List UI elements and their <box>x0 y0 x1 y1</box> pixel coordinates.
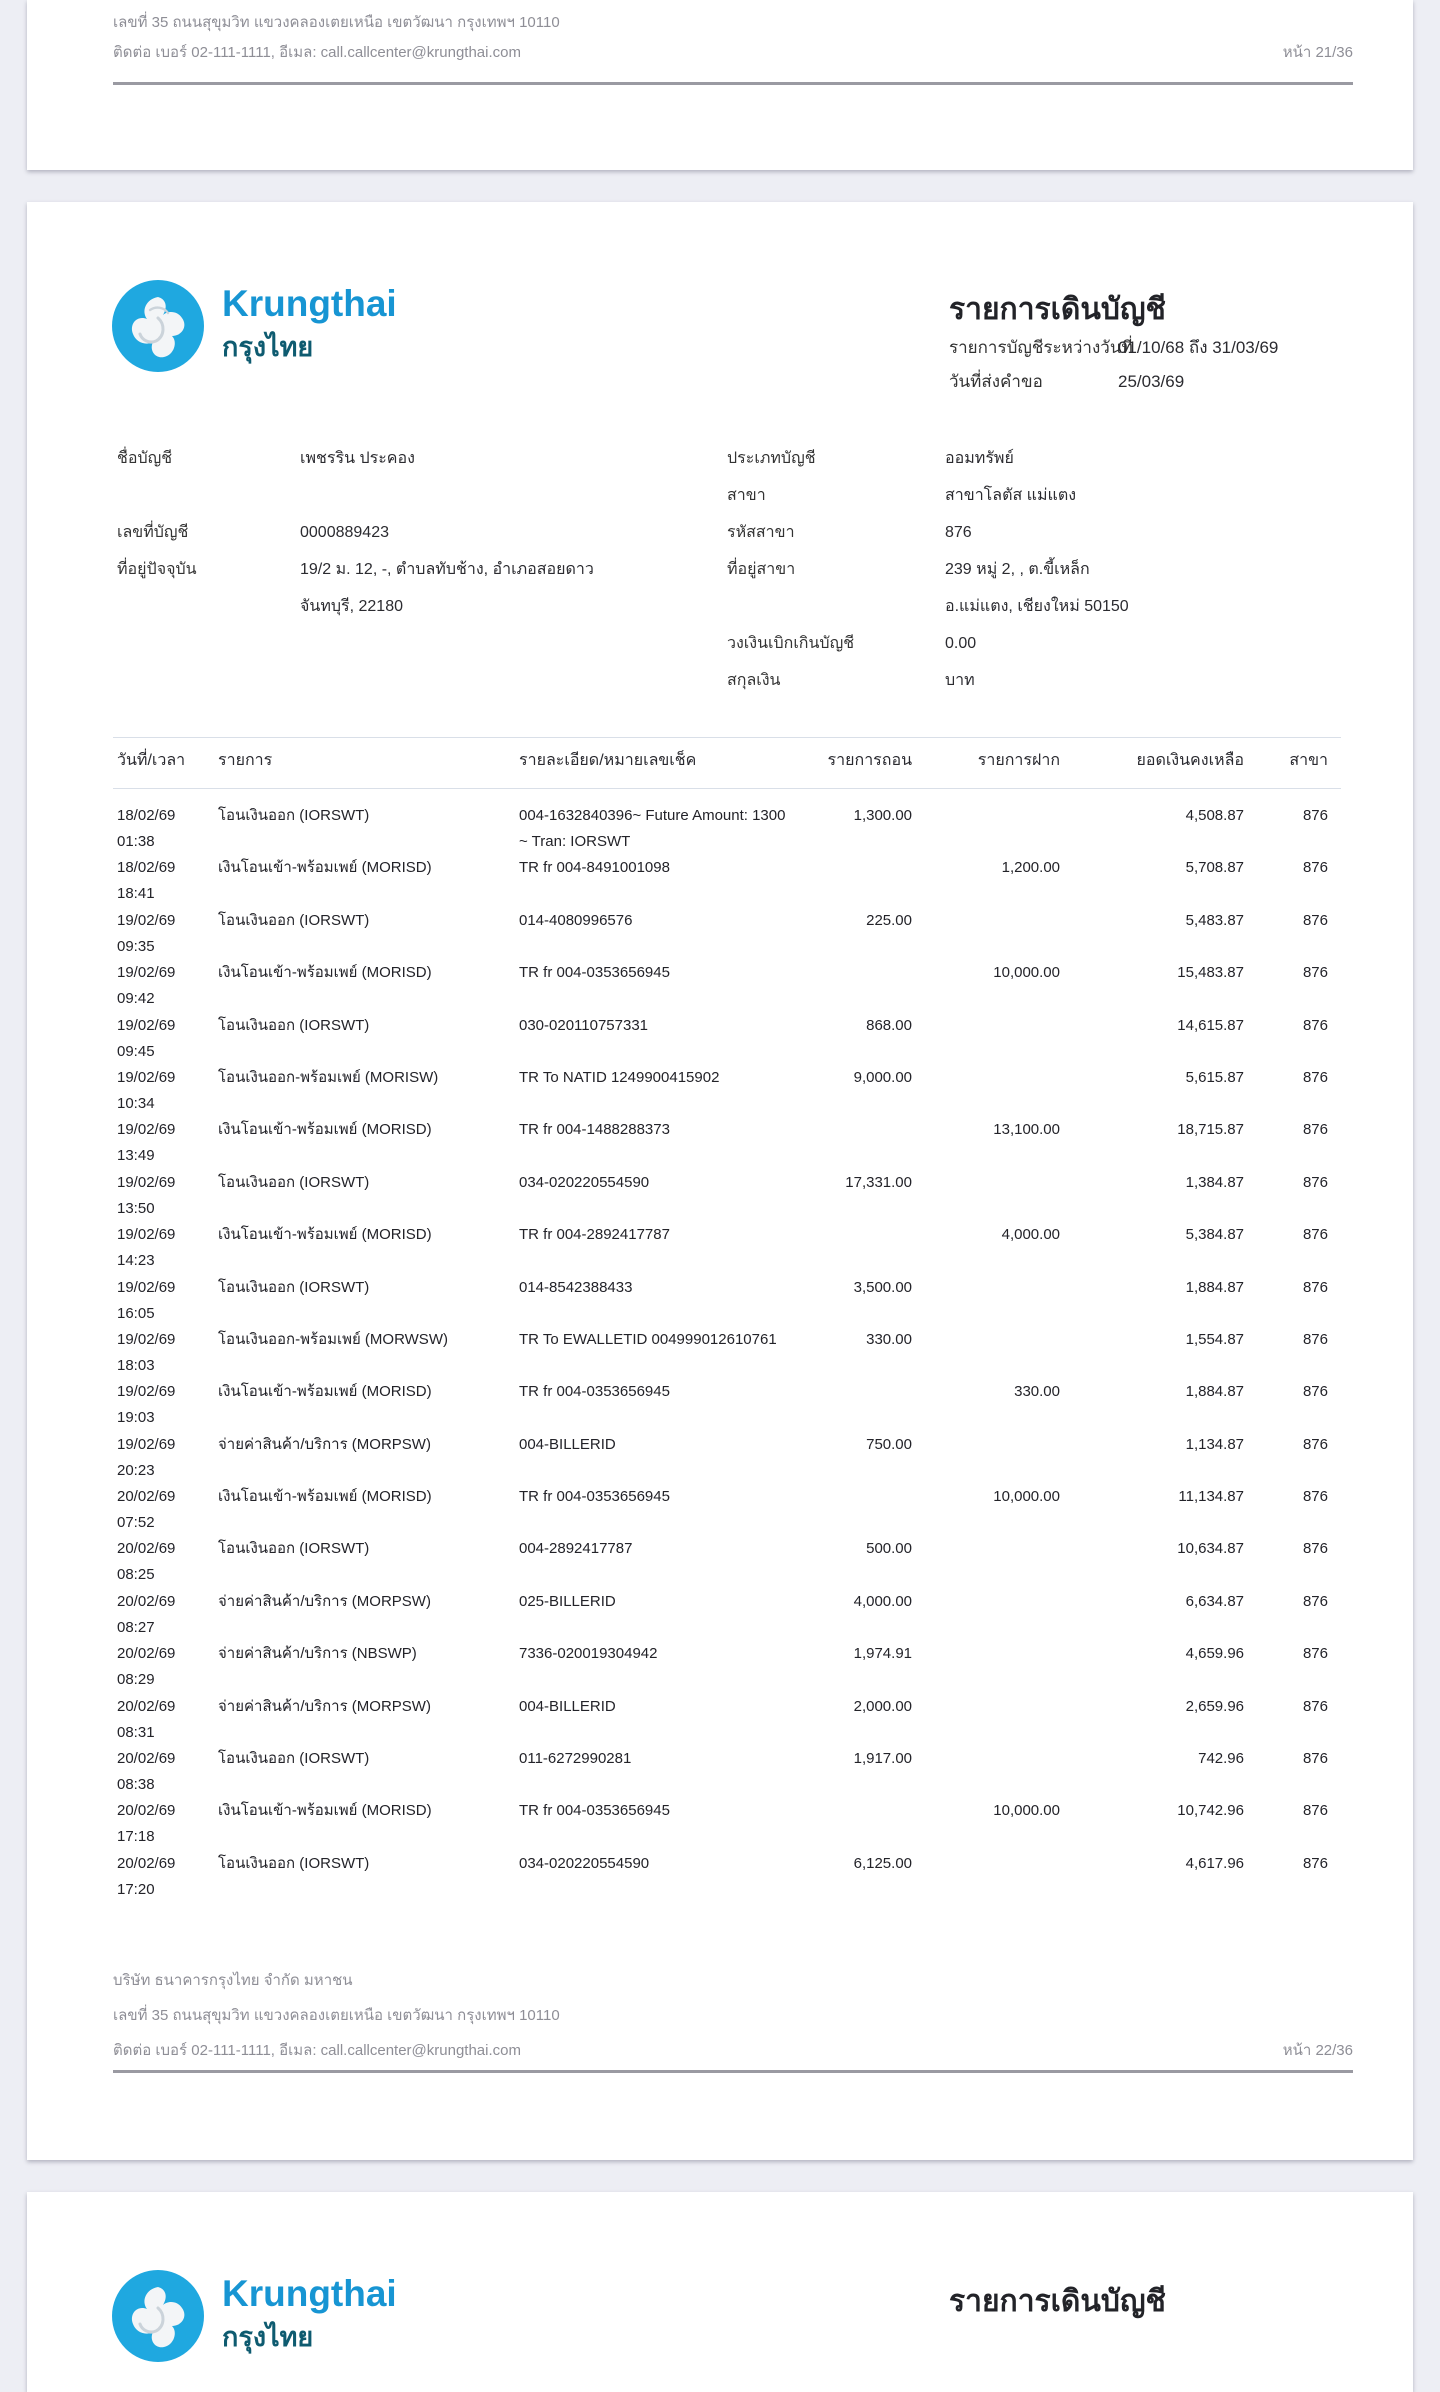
tx-datetime-cell <box>117 908 213 960</box>
tx-date: 20/02/69 <box>117 1697 176 1715</box>
account-field-row <box>727 588 1367 625</box>
tx-withdrawal: 4,000.00 <box>853 1592 912 1610</box>
tx-balance: 1,384.87 <box>1185 1173 1244 1191</box>
footer-divider <box>113 2070 1353 2073</box>
tx-branch: 876 <box>1302 1802 1328 1820</box>
account-field-value: บาท <box>945 672 975 689</box>
tx-date: 19/02/69 <box>117 1226 176 1244</box>
tx-balance: 15,483.87 <box>1177 964 1244 982</box>
tx-deposit: 10,000.00 <box>993 1802 1060 1820</box>
tx-datetime-cell <box>117 855 213 907</box>
transaction-row <box>27 1219 1413 1271</box>
tx-detail-line2: ~ Tran: IORSWT <box>519 833 631 850</box>
tx-detail-cell <box>519 855 864 881</box>
account-field-row <box>117 477 717 514</box>
account-field-value: จันทบุรี, 22180 <box>300 598 403 615</box>
tx-withdrawal: 9,000.00 <box>853 1068 912 1086</box>
tx-detail: 030-020110757331 <box>519 1016 649 1034</box>
tx-deposit: 10,000.00 <box>993 1488 1060 1506</box>
tx-time: 09:35 <box>117 937 155 955</box>
brand-name-en: Krungthai <box>222 2272 397 2314</box>
tx-deposit: 330.00 <box>1014 1383 1060 1401</box>
col-header-balance: ยอดเงินคงเหลือ <box>1136 752 1244 769</box>
brand-name-th: กรุงไทย <box>222 332 314 363</box>
tx-withdrawal: 3,500.00 <box>853 1278 912 1296</box>
tx-datetime-cell <box>117 1851 213 1903</box>
tx-detail: TR To EWALLETID 004999012610761 <box>519 1330 777 1348</box>
tx-date: 19/02/69 <box>117 1383 176 1401</box>
tx-type: โอนเงินออก (IORSWT) <box>218 807 370 824</box>
tx-date: 19/02/69 <box>117 1278 176 1296</box>
tx-type: จ่ายค่าสินค้า/บริการ (MORPSW) <box>218 1697 431 1715</box>
transaction-row <box>27 1691 1413 1743</box>
tx-type: จ่ายค่าสินค้า/บริการ (MORPSW) <box>218 1592 431 1610</box>
tx-time: 16:05 <box>117 1304 155 1322</box>
statement-page-23-header <box>27 2192 1413 2392</box>
statement-header <box>949 286 1369 391</box>
tx-branch: 876 <box>1302 1697 1328 1715</box>
transaction-row <box>27 1376 1413 1428</box>
transaction-row <box>27 1167 1413 1219</box>
tx-deposit: 1,200.00 <box>1001 859 1060 877</box>
krungthai-logo <box>112 280 397 372</box>
tx-detail: TR fr 004-2892417787 <box>519 1226 670 1244</box>
tx-branch: 876 <box>1302 1121 1328 1139</box>
tx-time: 07:52 <box>117 1514 155 1532</box>
tx-date: 20/02/69 <box>117 1592 176 1610</box>
tx-branch: 876 <box>1302 1488 1328 1506</box>
transaction-row <box>27 1272 1413 1324</box>
tx-branch: 876 <box>1302 1435 1328 1453</box>
tx-detail: 7336-020019304942 <box>519 1645 658 1663</box>
tx-detail: TR fr 004-0353656945 <box>519 1802 670 1820</box>
tx-datetime-cell <box>117 1222 213 1274</box>
account-field-label: ชื่อบัญชี <box>117 450 173 467</box>
tx-time: 01:38 <box>117 833 155 850</box>
footer-contact-line: ติดต่อ เบอร์ 02-111-1111, อีเมล: call.callcenter@krungthai.com <box>113 2042 521 2059</box>
tx-deposit: 4,000.00 <box>1001 1226 1060 1244</box>
tx-datetime-cell <box>117 1117 213 1169</box>
tx-time: 18:41 <box>117 885 155 903</box>
tx-branch: 876 <box>1302 1383 1328 1401</box>
tx-date: 19/02/69 <box>117 1173 176 1191</box>
tx-date: 20/02/69 <box>117 1802 176 1820</box>
tx-branch: 876 <box>1302 1854 1328 1872</box>
request-date-value: 25/03/69 <box>1118 372 1185 391</box>
col-header-type: รายการ <box>218 752 273 769</box>
tx-branch: 876 <box>1302 1016 1328 1034</box>
account-field-label: ที่อยู่ปัจจุบัน <box>117 561 197 578</box>
bank-address-line: เลขที่ 35 ถนนสุขุมวิท แขวงคลองเตยเหนือ เขตวัฒนา กรุงเทพฯ 10110 <box>113 14 560 31</box>
tx-time: 13:50 <box>117 1199 155 1217</box>
statement-title: รายการเดินบัญชี <box>949 2285 1166 2318</box>
account-field-label: สาขา <box>727 487 766 504</box>
tx-type: โอนเงินออก (IORSWT) <box>218 1854 370 1872</box>
tx-branch: 876 <box>1302 1330 1328 1348</box>
tx-branch: 876 <box>1302 1226 1328 1244</box>
transaction-row <box>27 1481 1413 1533</box>
footer-address-line: เลขที่ 35 ถนนสุขุมวิท แขวงคลองเตยเหนือ เขตวัฒนา กรุงเทพฯ 10110 <box>113 2007 560 2024</box>
transaction-row <box>27 852 1413 904</box>
footer-divider <box>113 82 1353 85</box>
tx-detail-cell <box>519 1798 864 1824</box>
tx-date: 19/02/69 <box>117 1330 176 1348</box>
account-field-value: 239 หมู่ 2, , ต.ขี้เหล็ก <box>945 561 1090 578</box>
tx-type: เงินโอนเข้า-พร้อมเพย์ (MORISD) <box>218 1121 432 1139</box>
bank-contact-line: ติดต่อ เบอร์ 02-111-1111, อีเมล: call.callcenter@krungthai.com <box>113 44 521 61</box>
account-field-value: 19/2 ม. 12, -, ตำบลทับช้าง, อำเภอสอยดาว <box>300 561 594 578</box>
tx-branch: 876 <box>1302 807 1328 824</box>
tx-datetime-cell <box>117 1013 213 1065</box>
tx-time: 09:45 <box>117 1042 155 1060</box>
transaction-row <box>27 800 1413 852</box>
account-field-label: ประเภทบัญชี <box>727 450 816 467</box>
request-date-row <box>949 368 1184 395</box>
tx-balance: 18,715.87 <box>1177 1121 1244 1139</box>
tx-balance: 5,384.87 <box>1185 1226 1244 1244</box>
tx-detail: TR fr 004-1488288373 <box>519 1121 670 1139</box>
tx-date: 19/02/69 <box>117 1068 176 1086</box>
tx-datetime-cell <box>117 1694 213 1746</box>
account-field-row <box>117 440 717 477</box>
tx-time: 08:31 <box>117 1723 155 1741</box>
tx-detail-cell <box>519 1222 864 1248</box>
account-field-label: ที่อยู่สาขา <box>727 561 796 578</box>
account-field-value: ออมทรัพย์ <box>945 450 1014 467</box>
tx-withdrawal: 1,917.00 <box>853 1750 912 1768</box>
account-field-row <box>117 514 717 551</box>
garuda-bird-icon <box>112 2270 204 2362</box>
tx-datetime-cell <box>117 1170 213 1222</box>
tx-detail: 034-020220554590 <box>519 1854 650 1872</box>
tx-balance: 1,884.87 <box>1185 1278 1244 1296</box>
tx-type: โอนเงินออก-พร้อมเพย์ (MORISW) <box>218 1068 439 1086</box>
transaction-row <box>27 1586 1413 1638</box>
tx-datetime-cell <box>117 803 213 855</box>
statement-title: รายการเดินบัญชี <box>949 293 1166 326</box>
tx-branch: 876 <box>1302 1750 1328 1768</box>
tx-detail: TR fr 004-8491001098 <box>519 859 670 877</box>
tx-branch: 876 <box>1302 964 1328 982</box>
tx-withdrawal: 17,331.00 <box>845 1173 912 1191</box>
col-header-date: วันที่/เวลา <box>117 752 186 769</box>
statement-page-21-footer <box>27 0 1413 170</box>
tx-date: 20/02/69 <box>117 1645 176 1663</box>
account-field-value: 0.00 <box>945 635 977 652</box>
tx-detail: 004-2892417787 <box>519 1540 633 1558</box>
tx-branch: 876 <box>1302 1173 1328 1191</box>
brand-name-th: กรุงไทย <box>222 2322 314 2353</box>
tx-type: โอนเงินออก (IORSWT) <box>218 1540 370 1558</box>
tx-type: โอนเงินออก (IORSWT) <box>218 1016 370 1034</box>
tx-date: 18/02/69 <box>117 807 176 824</box>
transactions-table-body <box>27 800 1413 1900</box>
tx-branch: 876 <box>1302 859 1328 877</box>
tx-detail: 004-BILLERID <box>519 1435 616 1453</box>
account-field-row <box>727 662 1367 699</box>
tx-type: โอนเงินออก (IORSWT) <box>218 1278 370 1296</box>
tx-balance: 1,884.87 <box>1185 1383 1244 1401</box>
account-field-label: วงเงินเบิกเกินบัญชี <box>727 635 855 652</box>
tx-balance: 4,659.96 <box>1185 1645 1244 1663</box>
account-field-row <box>727 440 1367 477</box>
tx-detail-cell <box>519 1117 864 1143</box>
tx-datetime-cell <box>117 1379 213 1431</box>
tx-withdrawal: 2,000.00 <box>853 1697 912 1715</box>
tx-time: 08:27 <box>117 1618 155 1636</box>
tx-detail: 014-8542388433 <box>519 1278 633 1296</box>
tx-date: 18/02/69 <box>117 859 176 877</box>
col-header-deposit: รายการฝาก <box>977 752 1060 769</box>
account-field-row <box>117 588 717 625</box>
tx-time: 08:25 <box>117 1566 155 1584</box>
account-field-value: 876 <box>945 524 972 541</box>
tx-type: เงินโอนเข้า-พร้อมเพย์ (MORISD) <box>218 964 432 982</box>
tx-branch: 876 <box>1302 1068 1328 1086</box>
tx-balance: 2,659.96 <box>1185 1697 1244 1715</box>
tx-withdrawal: 1,974.91 <box>853 1645 912 1663</box>
tx-datetime-cell <box>117 960 213 1012</box>
tx-branch: 876 <box>1302 1645 1328 1663</box>
tx-type: โอนเงินออก (IORSWT) <box>218 911 370 929</box>
tx-detail: TR fr 004-0353656945 <box>519 964 670 982</box>
tx-type: จ่ายค่าสินค้า/บริการ (MORPSW) <box>218 1435 431 1453</box>
transaction-row <box>27 1795 1413 1847</box>
transaction-row <box>27 1324 1413 1376</box>
tx-type: จ่ายค่าสินค้า/บริการ (NBSWP) <box>218 1645 417 1663</box>
garuda-bird-icon <box>112 280 204 372</box>
tx-balance: 1,134.87 <box>1185 1435 1244 1453</box>
tx-time: 10:34 <box>117 1094 155 1112</box>
tx-balance: 6,634.87 <box>1185 1592 1244 1610</box>
transaction-row <box>27 1010 1413 1062</box>
tx-time: 14:23 <box>117 1252 155 1270</box>
tx-withdrawal: 500.00 <box>866 1540 912 1558</box>
account-field-value: สาขาโลตัส แม่แตง <box>945 487 1077 504</box>
tx-type: เงินโอนเข้า-พร้อมเพย์ (MORISD) <box>218 1226 432 1244</box>
account-field-label: สกุลเงิน <box>727 672 781 689</box>
tx-type: เงินโอนเข้า-พร้อมเพย์ (MORISD) <box>218 1488 432 1506</box>
tx-time: 18:03 <box>117 1356 155 1374</box>
tx-time: 08:38 <box>117 1776 155 1794</box>
tx-datetime-cell <box>117 1275 213 1327</box>
tx-balance: 10,634.87 <box>1177 1540 1244 1558</box>
tx-date: 19/02/69 <box>117 911 176 929</box>
tx-balance: 5,483.87 <box>1185 911 1244 929</box>
tx-detail-cell <box>519 1484 864 1510</box>
tx-balance: 10,742.96 <box>1177 1802 1244 1820</box>
tx-withdrawal: 868.00 <box>866 1016 912 1034</box>
tx-date: 19/02/69 <box>117 1016 176 1034</box>
tx-deposit: 10,000.00 <box>993 964 1060 982</box>
account-field-value: อ.แม่แตง, เชียงใหม่ 50150 <box>945 598 1129 615</box>
tx-balance: 5,708.87 <box>1185 859 1244 877</box>
tx-branch: 876 <box>1302 1278 1328 1296</box>
tx-time: 17:18 <box>117 1828 155 1846</box>
tx-balance: 742.96 <box>1198 1750 1244 1768</box>
tx-date: 20/02/69 <box>117 1854 176 1872</box>
tx-type: เงินโอนเข้า-พร้อมเพย์ (MORISD) <box>218 1383 432 1401</box>
transaction-row <box>27 1429 1413 1481</box>
tx-withdrawal: 1,300.00 <box>853 807 912 824</box>
transaction-row <box>27 1743 1413 1795</box>
statement-page-22 <box>27 202 1413 2160</box>
account-info-left-column <box>117 440 717 625</box>
tx-date: 19/02/69 <box>117 1435 176 1453</box>
tx-branch: 876 <box>1302 911 1328 929</box>
tx-detail: 034-020220554590 <box>519 1173 650 1191</box>
tx-type: เงินโอนเข้า-พร้อมเพย์ (MORISD) <box>218 859 432 877</box>
tx-date: 20/02/69 <box>117 1540 176 1558</box>
transaction-row <box>27 1533 1413 1585</box>
transaction-row <box>27 957 1413 1009</box>
tx-detail: 004-1632840396~ Future Amount: 1300 <box>519 807 786 824</box>
tx-detail-cell <box>519 1379 864 1405</box>
account-field-row <box>727 551 1367 588</box>
account-info-right-column <box>727 440 1367 699</box>
tx-balance: 4,617.96 <box>1185 1854 1244 1872</box>
tx-type: โอนเงินออก (IORSWT) <box>218 1173 370 1191</box>
statement-period-row <box>949 334 1278 361</box>
statement-period-value: 01/10/68 ถึง 31/03/69 <box>1118 338 1279 357</box>
brand-name-en: Krungthai <box>222 282 397 324</box>
statement-header <box>949 2278 1369 2325</box>
brand-wordmark <box>222 2274 397 2359</box>
tx-datetime-cell <box>117 1589 213 1641</box>
page-number: หน้า 21/36 <box>1282 44 1353 61</box>
footer-company-line: บริษัท ธนาคารกรุงไทย จำกัด มหาชน <box>113 1972 353 1989</box>
tx-datetime-cell <box>117 1536 213 1588</box>
tx-time: 13:49 <box>117 1147 155 1165</box>
tx-time: 17:20 <box>117 1880 155 1898</box>
transaction-row <box>27 1638 1413 1690</box>
tx-balance: 11,134.87 <box>1178 1488 1244 1506</box>
tx-branch: 876 <box>1302 1540 1328 1558</box>
tx-datetime-cell <box>117 1432 213 1484</box>
tx-detail: 011-6272990281 <box>519 1750 632 1768</box>
tx-detail: 004-BILLERID <box>519 1697 616 1715</box>
tx-detail-cell <box>519 960 864 986</box>
tx-datetime-cell <box>117 1798 213 1850</box>
tx-time: 08:29 <box>117 1671 155 1689</box>
tx-type: เงินโอนเข้า-พร้อมเพย์ (MORISD) <box>218 1802 432 1820</box>
tx-balance: 14,615.87 <box>1177 1016 1244 1034</box>
tx-withdrawal: 225.00 <box>866 911 912 929</box>
account-field-row <box>727 477 1367 514</box>
tx-detail: TR fr 004-0353656945 <box>519 1383 670 1401</box>
tx-detail: TR To NATID 1249900415902 <box>519 1068 720 1086</box>
transaction-row <box>27 1062 1413 1114</box>
tx-withdrawal: 330.00 <box>866 1330 912 1348</box>
tx-detail: 014-4080996576 <box>519 911 633 929</box>
tx-time: 19:03 <box>117 1409 155 1427</box>
tx-type: โอนเงินออก (IORSWT) <box>218 1750 370 1768</box>
tx-withdrawal: 6,125.00 <box>853 1854 912 1872</box>
account-field-row <box>117 551 717 588</box>
statement-period-label: รายการบัญชีระหว่างวันที่ <box>949 338 1133 357</box>
col-header-withdrawal: รายการถอน <box>827 752 912 769</box>
table-top-border <box>113 737 1341 738</box>
tx-branch: 876 <box>1302 1592 1328 1610</box>
col-header-branch: สาขา <box>1289 752 1328 769</box>
tx-detail: TR fr 004-0353656945 <box>519 1488 670 1506</box>
tx-withdrawal: 750.00 <box>866 1435 912 1453</box>
tx-datetime-cell <box>117 1746 213 1798</box>
tx-datetime-cell <box>117 1484 213 1536</box>
tx-datetime-cell <box>117 1065 213 1117</box>
tx-datetime-cell <box>117 1641 213 1693</box>
tx-date: 20/02/69 <box>117 1488 176 1506</box>
page-number: หน้า 22/36 <box>1282 2042 1353 2059</box>
tx-date: 19/02/69 <box>117 1121 176 1139</box>
account-field-value: เพชรริน ประคอง <box>300 450 415 467</box>
tx-time: 09:42 <box>117 990 155 1008</box>
account-field-label: รหัสสาขา <box>727 524 795 541</box>
transaction-row <box>27 1848 1413 1900</box>
table-header-border <box>113 788 1341 789</box>
tx-detail: 025-BILLERID <box>519 1592 616 1610</box>
account-field-row <box>727 625 1367 662</box>
tx-type: โอนเงินออก-พร้อมเพย์ (MORWSW) <box>218 1330 448 1348</box>
col-header-detail: รายละเอียด/หมายเลขเช็ค <box>519 752 697 769</box>
tx-date: 19/02/69 <box>117 964 176 982</box>
request-date-label: วันที่ส่งคำขอ <box>949 372 1043 391</box>
tx-datetime-cell <box>117 1327 213 1379</box>
transaction-row <box>27 905 1413 957</box>
tx-deposit: 13,100.00 <box>993 1121 1060 1139</box>
account-field-value: 0000889423 <box>300 524 389 541</box>
account-field-row <box>727 514 1367 551</box>
tx-balance: 5,615.87 <box>1185 1068 1244 1086</box>
tx-balance: 1,554.87 <box>1185 1330 1244 1348</box>
krungthai-logo <box>112 2270 397 2362</box>
tx-time: 20:23 <box>117 1461 155 1479</box>
tx-balance: 4,508.87 <box>1185 807 1244 824</box>
tx-date: 20/02/69 <box>117 1750 176 1768</box>
transaction-row <box>27 1114 1413 1166</box>
brand-wordmark <box>222 284 397 369</box>
account-field-label: เลขที่บัญชี <box>117 524 189 541</box>
